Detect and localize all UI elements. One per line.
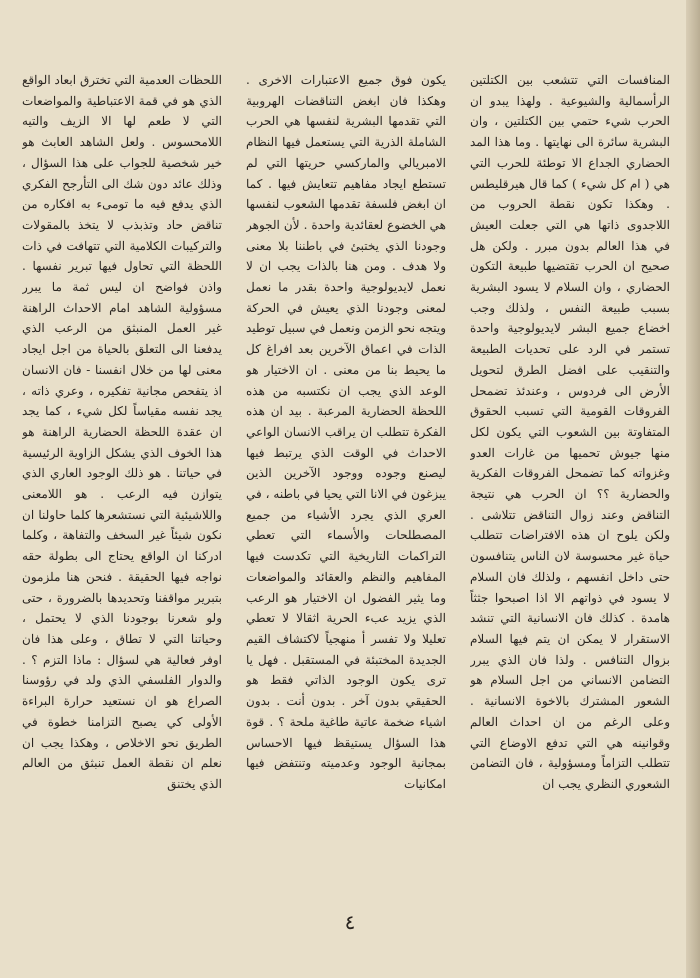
text-columns (22, 70, 670, 910)
column-middle (246, 70, 446, 910)
page-edge-shadow (686, 0, 700, 978)
column-middle-text: يكون فوق جميع الاعتبارات الاخرى . وهكذا فان ابغض التناقضات الهروبية التي تقدمها البشرية لنفسها هي الحرب الشاملة الذرية التي يستعمل فيها النظام الامبريالي والماركسي حريتها التي لم تستطع ايجاد مفاهيم تتعايش فيها . كما ان ابغض فلسفة تقدمها الشعوب لنفسها هي الخضوع لعقائدية واحدة . لأن الجوهر وجودنا الذي يختبئ في باطننا بلا معنى ولا هدف . ومن هنا بالذات يجب ان لا نعمل لايديولوجية واحدة بقدر ما نعمل لمعنى وجودنا الذي يعيش في الحركة ويتجه نحو الزمن ونعمل في سبيل توطيد الذات في اعماق الآخرين بعد افراغ كل ما يحيط بنا من معنى . ان الاختيار هو الوعد الذي يجب ان نكتسبه من هذه اللحظة الحضارية المرعبة . بيد ان هذه الفكرة تتطلب ان يراقب الانسان الواعي الاحداث في الوقت الذي يرتبط فيها ليصنع وجوده ووجود الآخرين الذين يبزغون في الانا التي يحيا في باطنه ، في العري الذي يجرد الأشياء من جميع المصطلحات والأسماء التي تعطي التراكمات التاريخية التي تكدست فيها المفاهيم والنظم والعقائد والمواضعات وما يثير الفضول ان الاختيار هو الرعب الذي يزيد عبء الحرية اثقالا لا تعطي تعليلا ولا تفسر أ منهجياً لاكتشاف القيم الجديدة المختبئة في المستقبل . فهل يا ترى يكون الوجود الذاتي فقط هو الحقيقي بدون آخر . بدون أنت . بدون اشياء ضخمة عاتية طاغية ملحة ؟ . قوة هذا السؤال يستيقظ فيها الاحساس بمجانية الوجود وعدميته وتنتفض فيها امكانيات (246, 73, 446, 791)
column-right-text: المنافسات التي تتشعب بين الكتلتين الرأسمالية والشيوعية . ولهذا يبدو ان الحرب شيء حتمي بين الكتلتين ، وان البشرية سائرة الى نهايتها . وما هذا المد الحضاري الجداع الا توطئة للحرب التي هي ( ام كل شيء ) كما قال هيرقليطس . وهكذا تكون نقطة الحروب من اللاجدوى ذاتها هي التي جعلت العيش في هذا العالم بدون مبرر . ولكن هل صحيح ان الحرب تقتضيها طبيعة التكون الحضاري ، وان السلام لا يسود البشرية بسبب طبيعة النفس ، ولذلك وجب اخضاع جميع البشر لايديولوجية واحدة تستمر في الرد على تحديات الطبيعة والتنقيب على افضل الطرق لتحويل الأرض الى فردوس ، وعندئذ تضمحل الفروقات القومية التي تسبب الحقوق المتفاوتة بين الشعوب التي يكون لكل منها جيوش تحميها من غارات العدو وغزواته كما تضمحل الفروقات الفكرية والحضارية ؟؟ ان الحرب هي نتيجة التناقض وعند زوال التناقض تتلاشى . ولكن يلوح ان هذه الافتراضات تتطلب حياة غير محسوسة لان الناس يتنافسون حتى داخل انفسهم ، ولذلك فان السلام لا يسود في ذواتهم الا اذا اصبحوا جثثاً هامدة . كذلك فان الانسانية التي تنشد الاستقرار لا يمكن ان يتم فيها السلام بزوال التنافس . ولذا فان الذي يبرر التضامن الانساني من اجل السلام هو الشعور المشترك بالاخوة الانسانية . وعلى الرغم من ان احداث العالم وقوانينه هي التي تدفع الاوضاع التي تتطلب التزاماً ومسؤولية ، فان التضامن الشعوري النظري يجب ان (470, 73, 670, 791)
column-right (470, 70, 670, 910)
column-left-text: اللحظات العدمية التي تخترق ابعاد الواقع الذي هو في قمة الاعتباطية والمواضعات التي لا طعم لها الا الزيف والتيه اللامحسوس . ولعل الشاهد العابث هو خير شخصية للجواب على هذا السؤال ، وذلك عائد دون شك الى التأرجح الفكري الذي يدفع فيه ما تومىء به افكاره من تناقض حاد وتذبذب لا يتخذ بالمقولات والتركيبات الكلامية التي تتهافت في ذات اللحظة التي تحاول فيها تبرير نفسها . واذن فواضح ان ليس ثمة ما يبرر مسؤولية الشاهد امام الاحداث الراهنة غير العمل المنبثق من الرعب الذي يدفعنا الى التعلق بالحياة من اجل ايجاد معنى لها من خلال انفسنا - فان الانسان اذ يتفحص مجانية تفكيره ، وعري ذاته ، يجد نفسه مقياساً لكل شيء ، كما يجد ان عقدة اللحظة الحضارية الراهنة هو هذا الخوف الذي يشكل الزاوية الرئيسية في حياتنا . هو ذلك الوجود العاري الذي يتوازن فيه الرعب . هو اللامعنى واللاشيئية التي نستشعرها كلما حاولنا ان نكون شيئاً غير السخف والتفاهة ، وكلما ادركنا ان الواقع يحتاج الى بطولة حقه نواجه فيها الحقيقة . فنحن هنا ملزمون بتبرير مواقفنا وتحديدها بالضرورة ، حتى ولو شعرنا بوجودنا الذي لا يحتمل ، وحياتنا التي لا تطاق ، وعلى هذا فان اوفر فعالية هي لسؤال : ماذا التزم ؟ . والدوار الفلسفي الذي ولد في رؤوسنا الصراع هو ان نستعيد حرارة البراءة الأولى كي يصبح التزامنا خطوة في الطريق نحو الاخلاص ، وهكذا يجب ان نعلم ان نقطة العمل تنبثق من العالم الذي يختنق (22, 73, 222, 791)
page-number: ٤ (344, 910, 356, 934)
column-left (22, 70, 222, 910)
